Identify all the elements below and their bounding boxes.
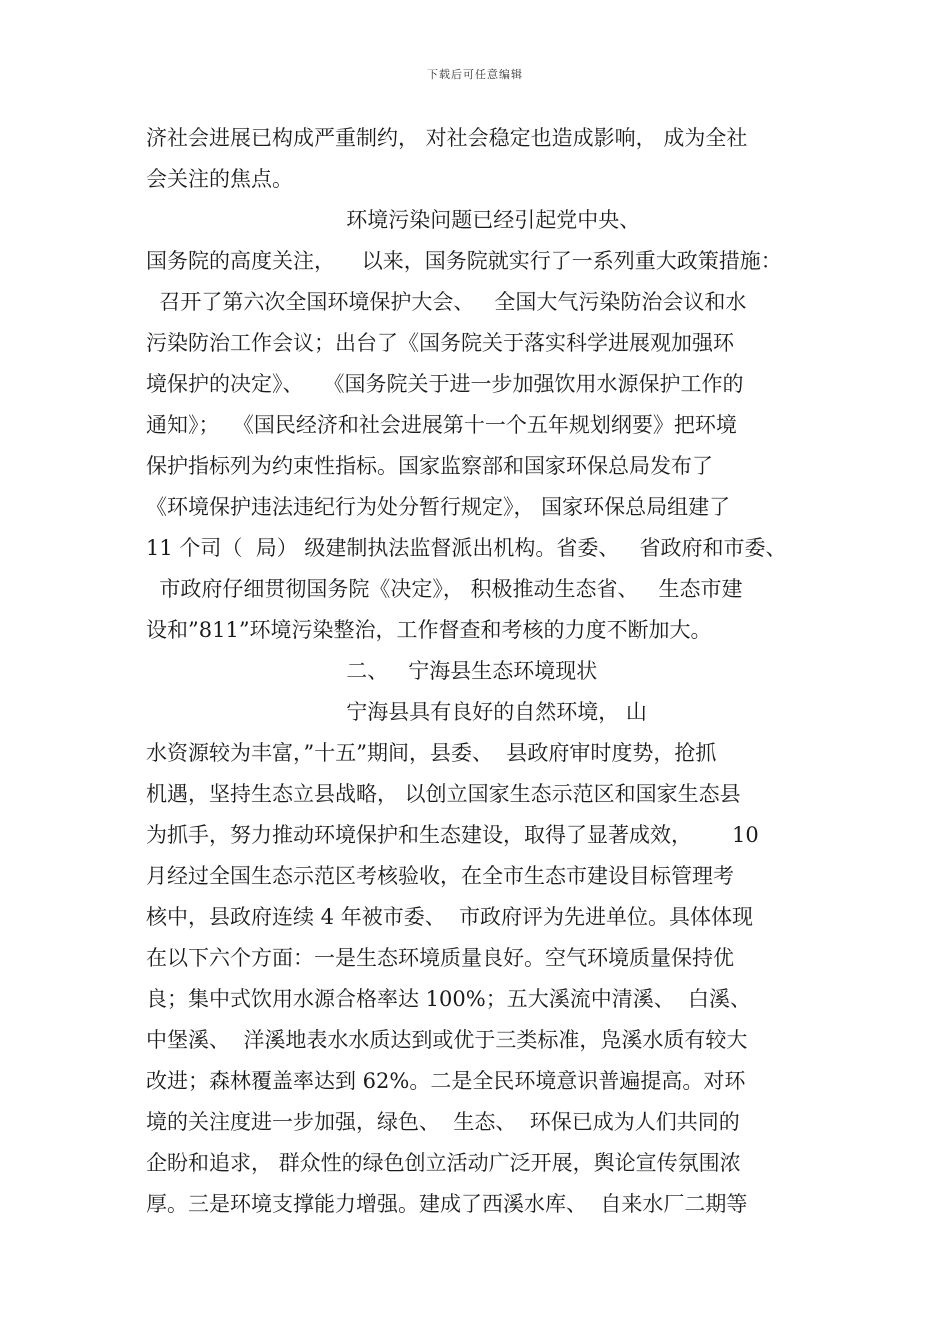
text-line: 中堡溪、 洋溪地表水水质达到或优于三类标准，凫溪水质有较大 xyxy=(146,1028,748,1052)
text-line: 设和”811”环境污染整治，工作督查和考核的力度不断加大。 xyxy=(146,618,712,642)
text-line: 良；集中式饮用水源合格率达 100%；五大溪流中清溪、 白溪、 xyxy=(146,987,752,1011)
text-line: 会关注的焦点。 xyxy=(146,167,293,191)
page-header: 下载后可任意编辑 xyxy=(427,68,523,81)
text-line: 环境污染问题已经引起党中央、 xyxy=(146,208,641,232)
text-line: 通知》； 《国民经济和社会进展第十一个五年规划纲要》把环境 xyxy=(146,413,737,437)
text-line: 厚。三是环境支撑能力增强。建成了西溪水库、 自来水厂二期等 xyxy=(146,1192,748,1216)
text-line: 机遇，坚持生态立县战略， 以创立国家生态示范区和国家生态县 xyxy=(146,782,741,806)
text-line: 宁海县具有良好的自然环境， 山 xyxy=(146,700,647,724)
text-line: 污染防治工作会议；出台了《国务院关于落实科学进展观加强环 xyxy=(146,331,734,355)
text-line: 境的关注度进一步加强，绿色、 生态、 环保已成为人们共同的 xyxy=(146,1110,740,1134)
section-heading: 二、 宁海县生态环境现状 xyxy=(146,659,598,683)
document-body xyxy=(146,118,826,1225)
text-line: 国务院的高度关注， 以来，国务院就实行了一系列重大政策措施： xyxy=(146,249,782,273)
text-line: 境保护的决定》、 《国务院关于进一步加强饮用水源保护工作的 xyxy=(146,372,744,396)
text-line: 11 个司（ 局） 级建制执法监督派出机构。省委、 省政府和市委、 xyxy=(146,536,787,560)
text-line: 核中，县政府连续 4 年被市委、 市政府评为先进单位。具体体现 xyxy=(146,905,754,929)
text-line: 月经过全国生态示范区考核验收，在全市生态市建设目标管理考 xyxy=(146,864,734,888)
text-line: 企盼和追求， 群众性的绿色创立活动广泛开展，舆论宣传氛围浓 xyxy=(146,1151,741,1175)
text-line: 《环境保护违法违纪行为处分暂行规定》， 国家环保总局组建了 xyxy=(146,495,731,519)
text-line: 召开了第六次全国环境保护大会、 全国大气污染防治会议和水 xyxy=(146,290,747,314)
text-line: 在以下六个方面：一是生态环境质量良好。空气环境质量保持优 xyxy=(146,946,734,970)
text-line: 改进；森林覆盖率达到 62%。二是全民环境意识普遍提高。对环 xyxy=(146,1069,746,1093)
text-line: 为抓手，努力推动环境保护和生态建设，取得了显著成效， 10 xyxy=(146,823,759,847)
text-line: 济社会进展已构成严重制约， 对社会稳定也造成影响， 成为全社 xyxy=(146,126,748,150)
text-line: 保护指标列为约束性指标。国家监察部和国家环保总局发布了 xyxy=(146,454,713,478)
text-line: 水资源较为丰富，”十五”期间，县委、 县政府审时度势，抢抓 xyxy=(146,741,717,765)
text-line: 市政府仔细贯彻国务院《决定》， 积极推动生态省、 生态市建 xyxy=(146,577,743,601)
